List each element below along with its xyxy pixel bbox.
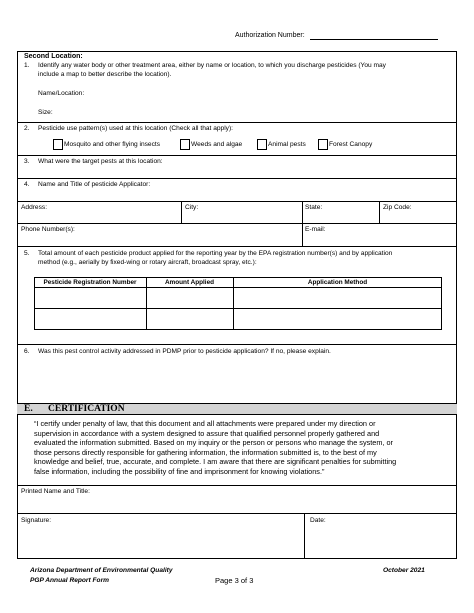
target-pests-field[interactable] — [200, 157, 450, 175]
name-location-field[interactable] — [100, 88, 450, 99]
authorization-number-field[interactable] — [310, 39, 438, 40]
q1-text-line2: include a map to better describe the location). — [38, 71, 172, 78]
checkbox-forest-canopy[interactable] — [318, 139, 328, 150]
table-cell-method[interactable] — [234, 288, 441, 307]
q4-number: 4. — [24, 181, 30, 188]
certification-line: supervision in accordance with a system designed to assure that qualified personnel properly gathered and — [34, 428, 380, 438]
q1-text-line1: Identify any water body or other treatment area, either by name or location, to which you discharge pesticides (You may — [38, 62, 386, 69]
second-location-heading: Second Location: — [24, 53, 83, 60]
table-cell-method[interactable] — [234, 309, 441, 329]
certification-line: “I certify under penalty of law, that this document and all attachments were prepared under my direction or — [34, 419, 376, 428]
state-field[interactable] — [304, 202, 378, 222]
checkbox-weeds[interactable] — [180, 139, 190, 150]
date-label: Date: — [310, 517, 326, 524]
table-header-registration: Pesticide Registration Number — [43, 279, 137, 286]
phone-label: Phone Number(s): — [21, 226, 75, 233]
certification-letter: E. — [24, 404, 33, 414]
date-field[interactable] — [308, 525, 455, 557]
applicator-name-field[interactable] — [180, 180, 450, 198]
table-header-method: Application Method — [307, 279, 368, 286]
q6-text: Was this pest control activity addressed in PDMP prior to pesticide application? If no, please explain. — [38, 348, 331, 355]
size-field[interactable] — [60, 107, 450, 118]
divider — [17, 246, 457, 247]
footer-page-number: Page 3 of 3 — [215, 576, 254, 585]
signature-field[interactable] — [20, 525, 300, 557]
divider — [17, 344, 457, 345]
address-field[interactable] — [20, 202, 180, 222]
certification-statement — [34, 419, 396, 476]
city-label: City: — [185, 204, 199, 211]
checkbox-mosquito[interactable] — [53, 139, 63, 150]
size-label: Size: — [38, 109, 53, 116]
q1-number: 1. — [24, 62, 30, 69]
pattern-weeds-label: Weeds and algae — [191, 141, 243, 148]
q5-number: 5. — [24, 250, 30, 257]
footer-form-name: PGP Annual Report Form — [30, 577, 110, 584]
q4-text: Name and Title of pesticide Applicator: — [38, 181, 151, 188]
divider — [17, 122, 457, 123]
phone-field[interactable] — [20, 224, 300, 244]
printed-name-label: Printed Name and Title: — [21, 488, 90, 495]
certification-line: knowledge and belief, true, accurate, and complete. I am aware that there are significant penalties for submitting — [34, 457, 397, 467]
zip-field[interactable] — [381, 202, 455, 222]
address-label: Address: — [21, 204, 48, 211]
table-header-amount: Amount Applied — [164, 279, 215, 286]
table-cell-amount[interactable] — [147, 309, 232, 329]
pattern-animal-pests-label: Animal pests — [268, 141, 306, 148]
q3-text: What were the target pests at this location: — [38, 158, 163, 165]
signature-label: Signature: — [21, 517, 52, 524]
footer-agency: Arizona Department of Environmental Quality — [30, 567, 173, 574]
q3-number: 3. — [24, 158, 30, 165]
email-field[interactable] — [304, 224, 455, 244]
divider — [17, 513, 457, 514]
email-label: E-mail: — [305, 226, 326, 233]
divider — [17, 178, 457, 179]
name-location-label: Name/Location: — [38, 90, 85, 97]
table-cell-registration[interactable] — [35, 309, 145, 329]
checkbox-animal-pests[interactable] — [257, 139, 267, 150]
printed-name-field[interactable] — [20, 496, 455, 512]
certification-title: CERTIFICATION — [48, 404, 125, 414]
pattern-mosquito-label: Mosquito and other flying insects — [64, 141, 161, 148]
pdmp-explanation-field[interactable] — [38, 360, 448, 400]
divider — [17, 155, 457, 156]
authorization-label: Authorization Number: — [235, 32, 305, 39]
table-cell-registration[interactable] — [35, 288, 145, 307]
certification-line: those persons directly responsible for gathering information, the information submitted is, to the best of my — [34, 447, 377, 457]
footer-date: October 2021 — [383, 567, 425, 574]
state-label: State: — [305, 204, 323, 211]
q6-number: 6. — [24, 348, 30, 355]
city-field[interactable] — [183, 202, 301, 222]
table-cell-amount[interactable] — [147, 288, 232, 307]
pattern-forest-canopy-label: Forest Canopy — [329, 141, 373, 148]
zip-label: Zip Code: — [383, 204, 412, 211]
q5-text-line1: Total amount of each pesticide product applied for the reporting year by the EPA registration number(s) and by application — [38, 250, 393, 257]
certification-line: evaluated the information submitted. Based on my inquiry or the person or persons who manage the system, or — [34, 438, 393, 448]
divider — [17, 485, 457, 486]
certification-line: false information, including the possibility of fine and imprisonment for knowing violations.” — [34, 466, 325, 476]
q5-text-line2: method (e.g., aerially by fixed-wing or rotary aircraft, broadcast spray, etc.): — [38, 259, 257, 266]
q2-text: Pesticide use pattern(s) used at this location (Check all that apply): — [38, 125, 233, 132]
q2-number: 2. — [24, 125, 30, 132]
